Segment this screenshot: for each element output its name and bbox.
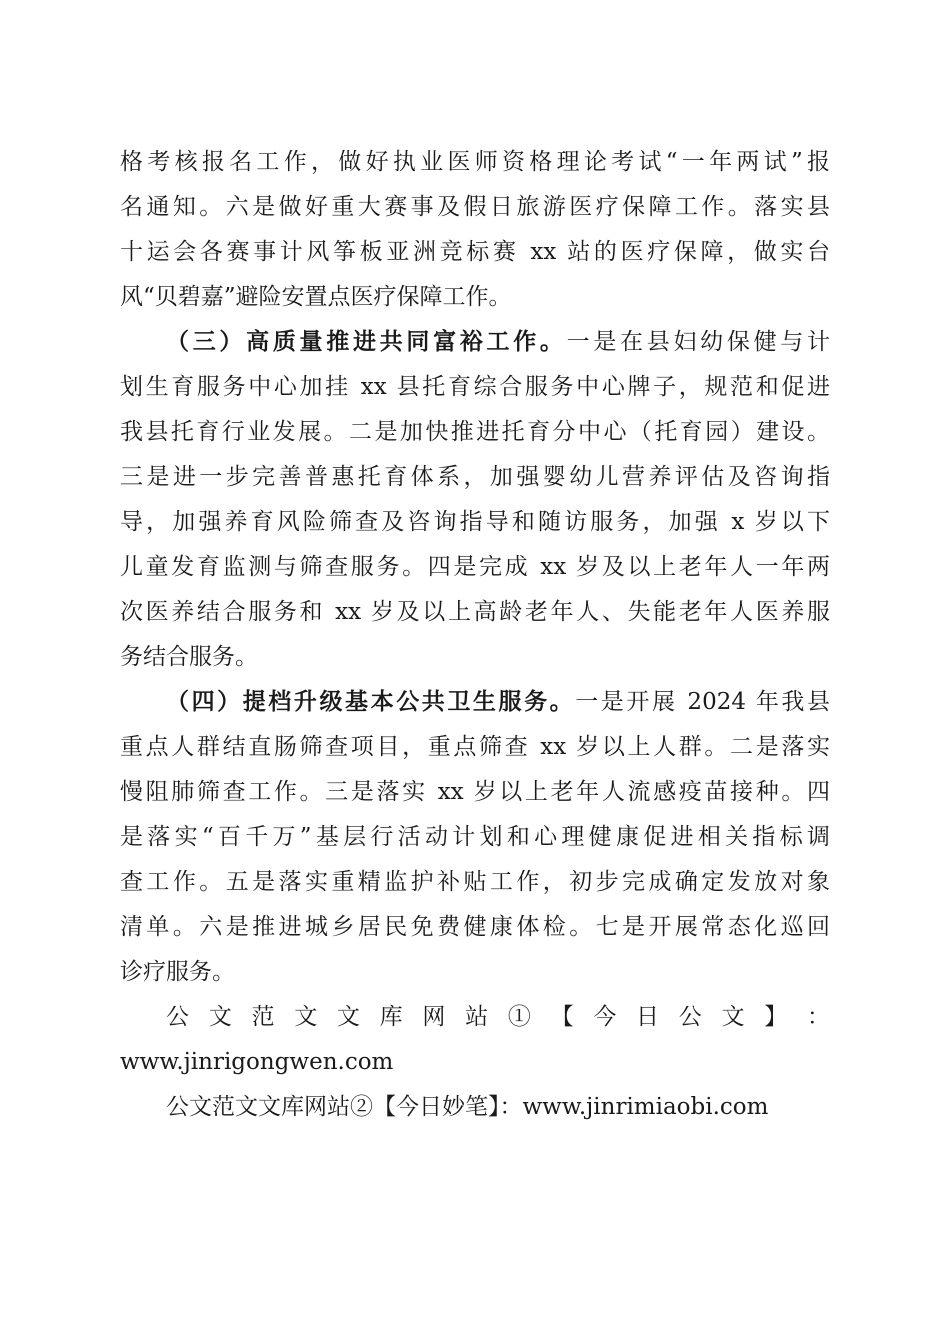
footer-site-2-line[interactable]: 公文范文文库网站②【今日妙笔】：www.jinrimiaobi.com bbox=[166, 1094, 769, 1120]
paragraph-line: 格考核报名工作，做好执业医师资格理论考试“一年两试”报 bbox=[120, 149, 830, 175]
paragraph-line: 划生育服务中心加挂 xx 县托育综合服务中心牌子，规范和促进 bbox=[120, 374, 830, 400]
paragraph-line: 次医养结合服务和 xx 岁及以上高龄老年人、失能老年人医养服 bbox=[120, 599, 830, 625]
paragraph-line: 风“贝碧嘉”避险安置点医疗保障工作。 bbox=[120, 284, 512, 310]
footer-site-1-label: 公 文 范 文 文 库 网 站 ① 【 今 日 公 文 】 ： bbox=[166, 1004, 830, 1030]
paragraph-first-line bbox=[166, 322, 830, 362]
section-heading: （四）提档升级基本公共卫生服务。 bbox=[166, 688, 576, 715]
paragraph-line: 查工作。五是落实重精监护补贴工作，初步完成确定发放对象 bbox=[120, 869, 830, 895]
paragraph-first-line bbox=[166, 682, 830, 722]
paragraph-line: 儿童发育监测与筛查服务。四是完成 xx 岁及以上老年人一年两 bbox=[120, 554, 830, 580]
paragraph-line: 三是进一步完善普惠托育体系，加强婴幼儿营养评估及咨询指 bbox=[120, 464, 830, 490]
paragraph-line: 清单。六是推进城乡居民免费健康体检。七是开展常态化巡回 bbox=[120, 914, 830, 940]
section-heading: （三）高质量推进共同富裕工作。 bbox=[166, 328, 567, 355]
paragraph-line: 重点人群结直肠筛查项目，重点筛查 xx 岁以上人群。二是落实 bbox=[120, 734, 830, 760]
paragraph-line: 导，加强养育风险筛查及咨询指导和随访服务，加强 x 岁以下 bbox=[120, 509, 830, 535]
paragraph-line: 诊疗服务。 bbox=[120, 959, 235, 985]
paragraph-line: 务结合服务。 bbox=[120, 644, 258, 670]
paragraph-line: 我县托育行业发展。二是加快推进托育分中心（托育园）建设。 bbox=[120, 419, 830, 445]
paragraph-line: 名通知。六是做好重大赛事及假日旅游医疗保障工作。落实县 bbox=[120, 194, 830, 220]
paragraph-line: 慢阻肺筛查工作。三是落实 xx 岁以上老年人流感疫苗接种。四 bbox=[120, 779, 830, 805]
paragraph-line: 十运会各赛事计风筝板亚洲竞标赛 xx 站的医疗保障，做实台 bbox=[120, 239, 830, 265]
paragraph-text: 一是在县妇幼保健与计 bbox=[566, 329, 831, 355]
footer-site-1-url[interactable]: www.jinrigongwen.com bbox=[120, 1049, 394, 1075]
paragraph-text: 一是开展 2024 年我县 bbox=[575, 689, 831, 715]
paragraph-line: 是落实“百千万”基层行活动计划和心理健康促进相关指标调 bbox=[120, 824, 830, 850]
